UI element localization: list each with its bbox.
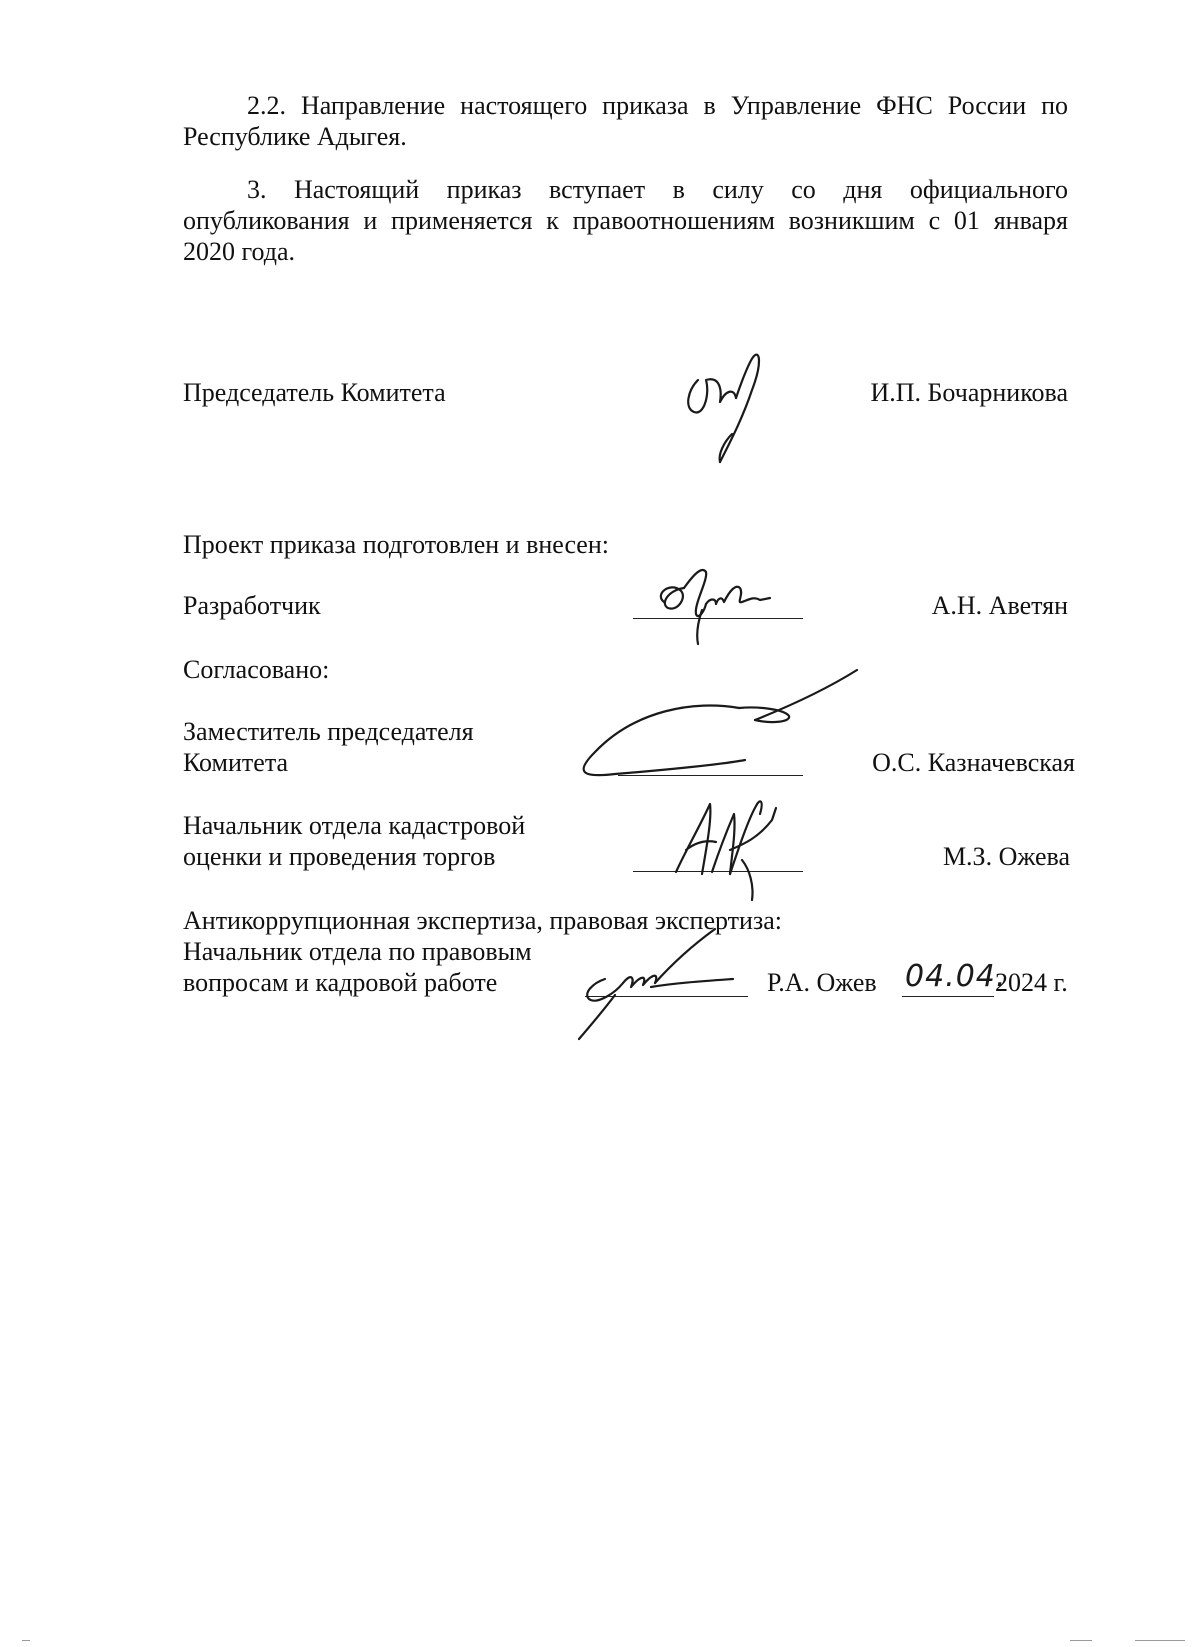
legal-head-signature xyxy=(575,925,745,1040)
legal-head-title-line2: вопросам и кадровой работе xyxy=(183,968,498,997)
cadastral-head-name: М.З. Ожева xyxy=(942,842,1070,871)
developer-name: А.Н. Аветян xyxy=(931,591,1068,620)
clause-3: 3. Настоящий приказ вступает в силу со дня официального опубликования и применяется к правоотношениям возникшим с 01 января 2020 года. xyxy=(183,175,1068,266)
chairman-signature xyxy=(680,350,790,470)
legal-head-title-line1: Начальник отдела по правовым xyxy=(183,937,532,966)
deputy-title-line1: Заместитель председателя xyxy=(183,717,474,746)
scan-speck xyxy=(1135,1640,1185,1641)
cadastral-head-signature xyxy=(672,790,792,905)
project-note: Проект приказа подготовлен и внесен: xyxy=(183,530,609,559)
printed-date-year: 2024 г. xyxy=(995,968,1068,997)
scan-speck xyxy=(1070,1640,1092,1641)
developer-title: Разработчик xyxy=(183,591,321,620)
expertise-label: Антикоррупционная экспертиза, правовая экспертиза: xyxy=(183,906,782,935)
deputy-name: О.С. Казначевская xyxy=(872,748,1075,777)
chairman-title: Председатель Комитета xyxy=(183,378,446,407)
date-underline xyxy=(902,996,994,997)
chairman-name: И.П. Бочарникова xyxy=(870,378,1068,407)
scan-speck xyxy=(22,1640,30,1641)
clause-2-2: 2.2. Направление настоящего приказа в Управление ФНС России по Республике Адыгея. xyxy=(183,91,1068,151)
deputy-title-line2: Комитета xyxy=(183,748,289,777)
legal-head-name: Р.А. Ожев xyxy=(767,968,877,997)
developer-signature xyxy=(650,560,790,650)
handwritten-date: 04.04. xyxy=(905,959,1007,994)
cadastral-head-title-line1: Начальник отдела кадастровой xyxy=(183,811,526,840)
cadastral-head-title-line2: оценки и проведения торгов xyxy=(183,842,496,871)
agreed-label: Согласовано: xyxy=(183,655,330,684)
